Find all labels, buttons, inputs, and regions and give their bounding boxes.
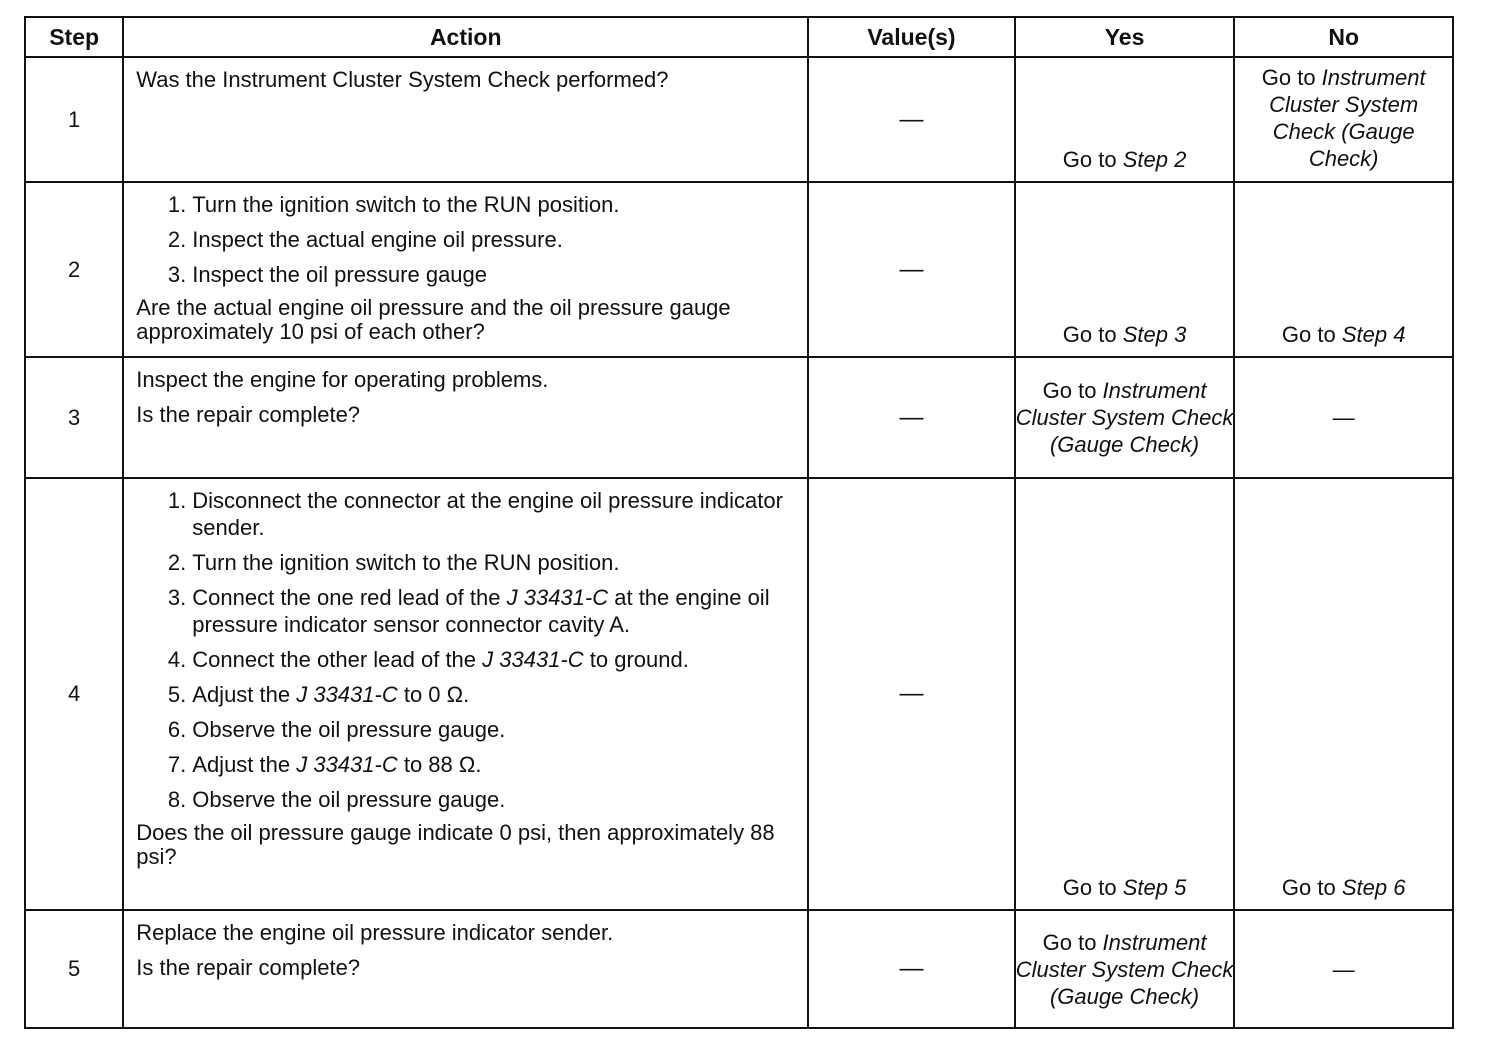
action-line: Inspect the engine for operating problems.	[136, 367, 549, 392]
item-number: 6 .	[156, 716, 186, 743]
item-text-post: to 0 Ω.	[397, 682, 470, 707]
goto-link[interactable]: Step 2	[1122, 147, 1187, 172]
step-number: 5	[25, 910, 123, 1028]
item-number: 8 .	[156, 786, 186, 813]
header-action: Action	[123, 17, 808, 57]
diagnostic-table	[24, 16, 1454, 1029]
header-values: Value(s)	[808, 17, 1015, 57]
goto-link[interactable]: Step 6	[1341, 875, 1406, 900]
question-text: Does the oil pressure gauge indicate 0 psi, then approximately 88 psi?	[136, 820, 775, 869]
item-number: 7 .	[156, 751, 186, 778]
item-number: 5 .	[156, 681, 186, 708]
step-number: 1	[25, 57, 123, 182]
value-cell: —	[808, 57, 1015, 182]
goto-link[interactable]: Step 3	[1122, 322, 1187, 347]
list-item	[136, 786, 797, 813]
step-number: 4	[25, 478, 123, 910]
value-cell: —	[808, 478, 1015, 910]
list-item	[136, 646, 797, 673]
list-item	[136, 261, 797, 288]
goto-prefix: Go to	[1042, 378, 1103, 403]
action-cell	[123, 478, 808, 910]
action-cell	[123, 182, 808, 357]
table-row	[25, 478, 1453, 910]
goto-link[interactable]: Instrument Cluster System Check (Gauge Check)	[1269, 65, 1426, 171]
header-step: Step	[25, 17, 123, 57]
item-text: Observe the oil pressure gauge.	[192, 787, 506, 812]
action-cell	[123, 357, 808, 478]
value-cell: —	[808, 182, 1015, 357]
step-number: 2	[25, 182, 123, 357]
item-text-pre: Connect the other lead of the	[192, 647, 483, 672]
tool-name: J 33431-C	[482, 647, 584, 672]
table-row	[25, 910, 1453, 1028]
goto-prefix: Go to	[1261, 65, 1322, 90]
item-text: Disconnect the connector at the engine oil pressure indicator sender.	[192, 488, 783, 540]
header-row	[25, 17, 1453, 57]
item-number: 1 .	[156, 487, 186, 514]
yes-cell	[1015, 357, 1235, 478]
list-item	[136, 191, 797, 218]
value-cell: —	[808, 910, 1015, 1028]
tool-name: J 33431-C	[296, 752, 398, 777]
goto-prefix: Go to	[1281, 875, 1342, 900]
goto-link[interactable]: Instrument Cluster System Check (Gauge Check)	[1015, 378, 1234, 457]
item-text: Observe the oil pressure gauge.	[192, 717, 506, 742]
tool-name: J 33431-C	[506, 585, 609, 610]
goto-prefix: Go to	[1062, 147, 1123, 172]
item-text-pre: Connect the one red lead of the	[192, 585, 507, 610]
instruction-list	[136, 487, 797, 813]
item-number: 2 .	[156, 549, 186, 576]
step-number: 3	[25, 357, 123, 478]
tool-name: J 33431-C	[296, 682, 398, 707]
question-text: Is the repair complete?	[136, 402, 361, 427]
item-text: Turn the ignition switch to the RUN position.	[192, 550, 620, 575]
table-row	[25, 182, 1453, 357]
question-text: Was the Instrument Cluster System Check performed?	[136, 67, 669, 92]
item-text: Inspect the oil pressure gauge	[192, 262, 488, 287]
no-cell	[1234, 182, 1453, 357]
goto-prefix: Go to	[1042, 929, 1103, 955]
action-line: Replace the engine oil pressure indicator sender.	[136, 920, 614, 945]
goto-link[interactable]: Instrument Cluster System Check (Gauge Check)	[1015, 929, 1234, 1009]
yes-cell	[1015, 182, 1235, 357]
goto-prefix: Go to	[1062, 322, 1123, 347]
question-text: Is the repair complete?	[136, 955, 361, 980]
header-yes: Yes	[1015, 17, 1235, 57]
list-item	[136, 751, 797, 778]
yes-cell	[1015, 57, 1235, 182]
list-item	[136, 584, 797, 638]
list-item	[136, 487, 797, 541]
goto-prefix: Go to	[1062, 875, 1123, 900]
list-item	[136, 716, 797, 743]
item-text: Inspect the actual engine oil pressure.	[192, 227, 563, 252]
item-text-pre: Adjust the	[192, 682, 297, 707]
action-cell	[123, 57, 808, 182]
item-number: 4 .	[156, 646, 186, 673]
question-text: Are the actual engine oil pressure and the oil pressure gauge approximately 10 psi of each other?	[136, 295, 731, 344]
item-text-post: to 88 Ω.	[397, 752, 482, 777]
instruction-list	[136, 191, 797, 288]
goto-prefix: Go to	[1281, 322, 1342, 347]
no-cell: —	[1234, 910, 1453, 1028]
value-cell: —	[808, 357, 1015, 478]
no-cell	[1234, 57, 1453, 182]
item-text: Turn the ignition switch to the RUN position.	[192, 192, 620, 217]
goto-link[interactable]: Step 5	[1122, 875, 1187, 900]
yes-cell	[1015, 910, 1235, 1028]
list-item	[136, 226, 797, 253]
item-text-post: to ground.	[583, 647, 689, 672]
item-number: 2 .	[156, 226, 186, 253]
table-row	[25, 57, 1453, 182]
item-number: 3 .	[156, 261, 186, 288]
no-cell: —	[1234, 357, 1453, 478]
item-number: 1 .	[156, 191, 186, 218]
list-item	[136, 681, 797, 708]
table-row	[25, 357, 1453, 478]
action-cell	[123, 910, 808, 1028]
item-number: 3 .	[156, 584, 186, 611]
goto-link[interactable]: Step 4	[1341, 322, 1406, 347]
list-item	[136, 549, 797, 576]
no-cell	[1234, 478, 1453, 910]
item-text-pre: Adjust the	[192, 752, 297, 777]
header-no: No	[1234, 17, 1453, 57]
item-text-post: at the engine oil pressure indicator sensor connector cavity A.	[192, 585, 770, 637]
yes-cell	[1015, 478, 1235, 910]
